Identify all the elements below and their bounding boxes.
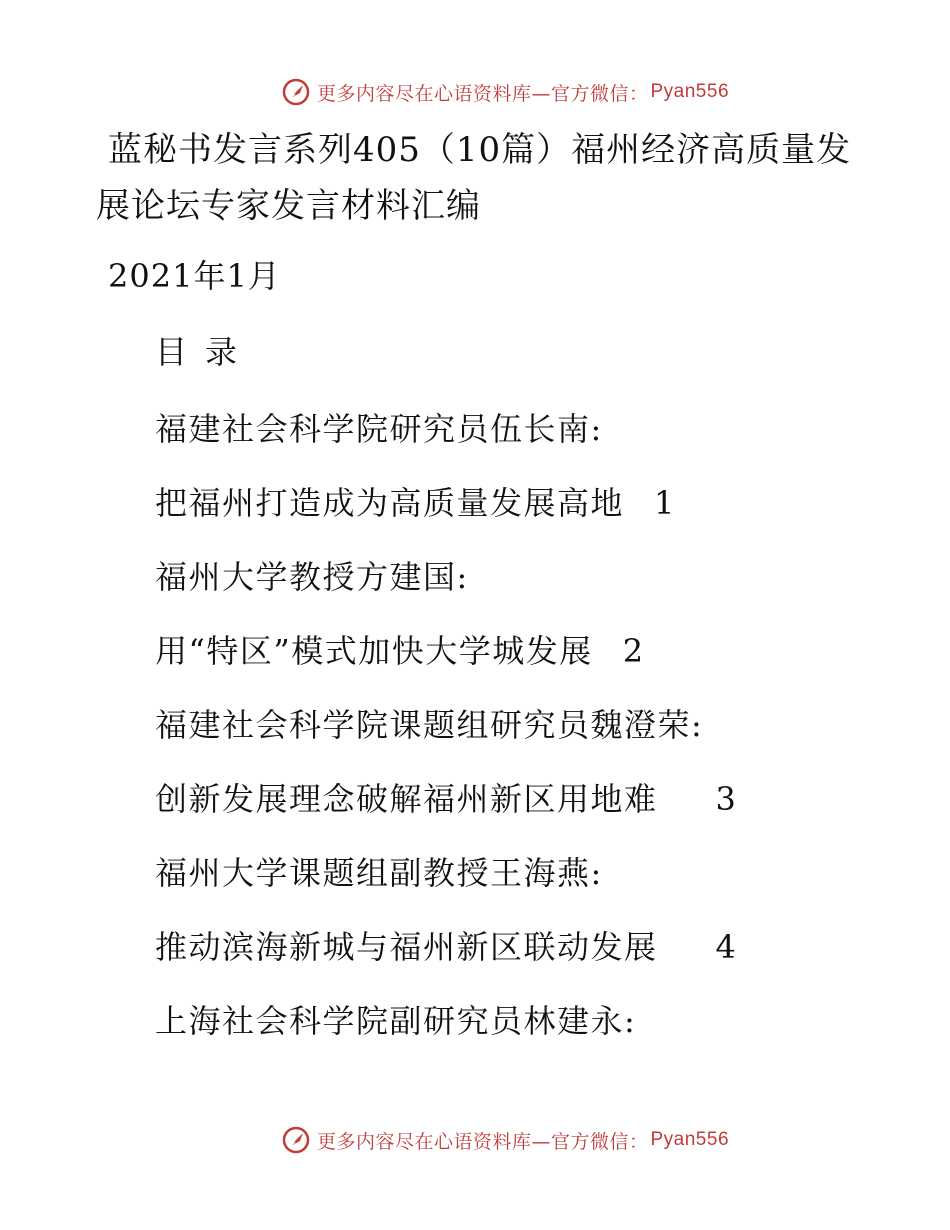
toc-author-text: 上海社会科学院副研究员林建永:: [155, 1002, 637, 1040]
toc-page-number: 1: [654, 484, 676, 522]
toc-page-number: 4: [715, 928, 738, 966]
document-title: [96, 122, 856, 234]
watermark-wechat-id: Pyan556: [650, 1129, 730, 1150]
toc-author-line: [155, 994, 875, 1068]
toc-entry-title: 用“特区”模式加快大学城发展: [155, 632, 593, 670]
toc-author-line: [155, 846, 875, 920]
watermark-wechat-id: Pyan556: [650, 81, 730, 102]
header-watermark: [0, 72, 950, 112]
document-date: 2021年1月: [108, 257, 281, 295]
toc-author-text: 福建社会科学院课题组研究员魏澄荣:: [155, 706, 704, 744]
document-title-line1: 蓝秘书发言系列405（10篇）福州经济高质量发: [108, 130, 852, 170]
toc-entry-line: [155, 772, 875, 846]
watermark-text: 更多内容尽在心语资料库—官方微信：: [316, 82, 649, 105]
toc-heading: 目录: [155, 333, 256, 371]
table-of-contents: [155, 402, 875, 1068]
toc-entry-line: [155, 476, 875, 550]
toc-author-line: [155, 698, 875, 772]
quill-logo-icon: [281, 1125, 311, 1155]
quill-logo-icon: [281, 77, 311, 107]
toc-entry-title: 把福州打造成为高质量发展高地: [155, 484, 625, 522]
toc-author-line: [155, 402, 875, 476]
toc-author-text: 福州大学教授方建国:: [155, 558, 469, 596]
toc-entry-title: 推动滨海新城与福州新区联动发展: [155, 928, 658, 966]
document-title-line2: 展论坛专家发言材料汇编: [96, 186, 481, 226]
toc-author-line: [155, 550, 875, 624]
toc-page-number: 3: [715, 780, 738, 818]
toc-entry-line: [155, 920, 875, 994]
footer-watermark: [0, 1120, 950, 1160]
toc-entry-title: 创新发展理念破解福州新区用地难: [155, 780, 658, 818]
toc-author-text: 福建社会科学院研究员伍长南:: [155, 410, 603, 448]
toc-entry-line: [155, 624, 875, 698]
toc-author-text: 福州大学课题组副教授王海燕:: [155, 854, 603, 892]
toc-page-number: 2: [622, 632, 645, 670]
watermark-text: 更多内容尽在心语资料库—官方微信：: [316, 1130, 649, 1153]
